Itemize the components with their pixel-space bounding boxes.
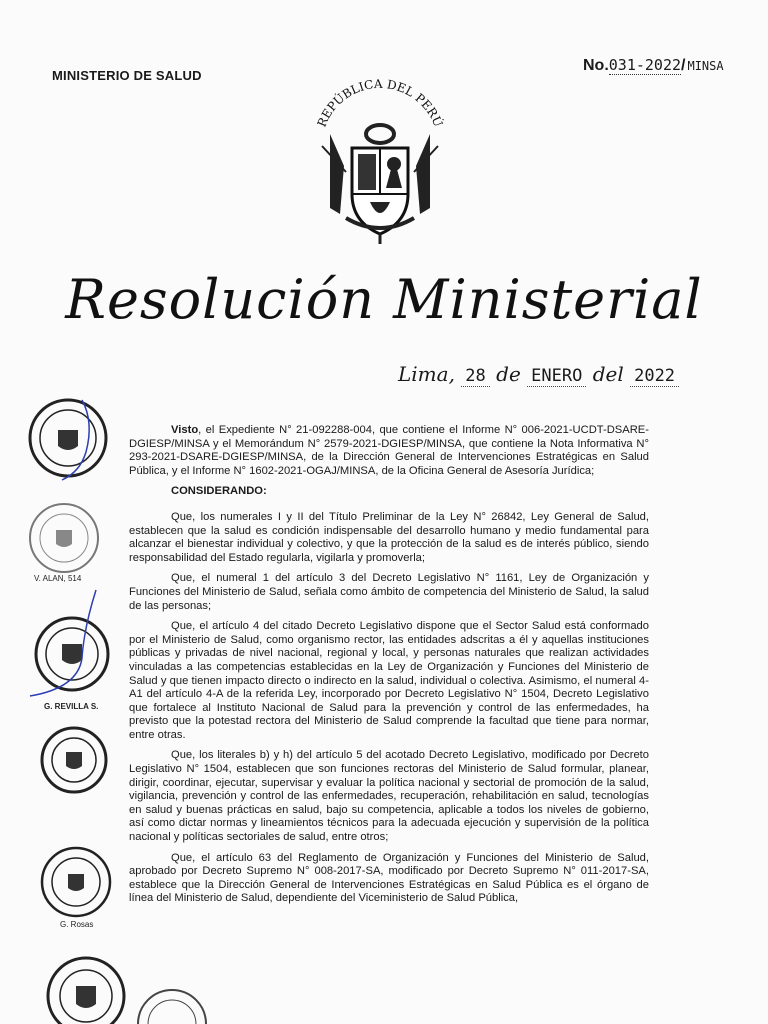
coat-of-arms-seal	[300, 76, 460, 246]
ministry-name: MINISTERIO DE SALUD	[52, 68, 202, 83]
signature-mark	[30, 590, 96, 696]
flag-left-icon	[330, 134, 344, 214]
visto-text: , el Expediente N° 21-092288-004, que contiene el Informe N° 006-2021-UCDT-DSARE-DGIESP/MINSA y el Memorándum N° 2579-2021-DGIESP/MINSA, que contiene la Nota Informativa N° 293-2021-DSARE-DGIESP/MINSA, de la Dirección General de Intervenciones Estratégicas en Salud Pública, y el Informe N° 1602-2021-OGAJ/MINSA, de la Oficina General de Asesoría Jurídica;	[129, 424, 649, 477]
document-body	[129, 424, 649, 913]
visa-stamp-4	[36, 722, 116, 802]
number-suffix: MINSA	[687, 59, 724, 73]
visto-paragraph	[129, 424, 649, 478]
body-paragraph: Que, el numeral 1 del artículo 3 del Decreto Legislativo N° 1161, Ley de Organización y Funciones del Ministerio de Salud, señala como ámbito de competencia del Ministerio de Salud, la salud de las personas;	[129, 572, 649, 612]
visa-stamp-5-label: G. Rosas	[60, 920, 94, 929]
resolution-number	[583, 56, 724, 75]
date-year: 2022	[630, 366, 679, 387]
date-city: Lima,	[398, 362, 455, 386]
flag-right-icon	[416, 134, 430, 214]
date-day: 28	[461, 366, 489, 387]
date-line	[398, 362, 679, 386]
number-value: 031-2022	[608, 56, 682, 74]
visa-stamp-1	[22, 392, 114, 484]
document-title: Resolución Ministerial	[65, 268, 703, 331]
date-del: del	[592, 362, 624, 386]
number-prefix: No.	[583, 57, 609, 74]
visa-stamp-2-label: V. ALAN, 514	[34, 574, 82, 583]
visa-stamp-6	[40, 950, 132, 1024]
body-paragraph: Que, el artículo 63 del Reglamento de Organización y Funciones del Ministerio de Salud, aprobado por Decreto Supremo N° 008-2017-SA, modificado por Decreto Supremo N° 011-2017-SA, establece que la Dirección General de Intervenciones Estratégicas en Salud Pública es el órgano de línea del Ministerio de Salud, dependiente del Viceministerio de Salud Pública,	[129, 851, 649, 905]
considerando-heading: CONSIDERANDO:	[171, 485, 267, 498]
visa-stamp-5	[36, 842, 118, 924]
visa-stamp-2	[24, 500, 108, 580]
date-month: ENERO	[527, 366, 586, 387]
body-paragraph: Que, el artículo 4 del citado Decreto Legislativo dispone que el Sector Salud está conformado por el Ministerio de Salud, como organismo rector, las entidades adscritas a él y aquellas instituciones públicas y privadas de nivel nacional, regional y local, y personas naturales que realizan actividades vinculadas a las competencias establecidas en la Ley de Organización y Funciones del Ministerio de Salud y que tienen impacto directo o indirecto en la salud, individual o colectiva. Asimismo, el numeral 4-A1 del artículo 4-A de la referida Ley, incorporado por Decreto Legislativo N° 1504, Decreto Legislativo que fortalece al Instituto Nacional de Salud para la prevención y control de las enfermedades, ha previsto que la potestad rectora del Ministerio de Salud comprende la facultad que tiene para normar, entre otras.	[129, 620, 649, 741]
body-paragraph: Que, los literales b) y h) del artículo 5 del acotado Decreto Legislativo, modificado por Decreto Legislativo N° 1504, establecen que son funciones rectoras del Ministerio de Salud formular, planear, dirigir, coordinar, ejecutar, supervisar y evaluar la política nacional y sectorial de promoción de la salud, vigilancia, prevención y control de las enfermedades, recuperación, rehabilitación en salud, tecnologías en salud y buenas prácticas en salud, bajo su competencia, aplicable a todos los niveles de gobierno, así como dictar normas y lineamientos técnicos para la adecuada ejecución y supervisión de la política nacional y políticas sectoriales de salud, entre otros;	[129, 749, 649, 844]
date-de: de	[496, 362, 521, 386]
crown-icon	[366, 125, 394, 143]
seal-text: REPÚBLICA DEL PERÚ	[314, 76, 446, 130]
visto-label: Visto	[171, 424, 199, 436]
visa-stamp-3	[22, 588, 122, 708]
visa-stamp-3-label: G. REVILLA S.	[44, 702, 99, 711]
body-paragraph: Que, los numerales I y II del Título Preliminar de la Ley N° 26842, Ley General de Salud, establecen que la salud es condición indispensable del desarrollo humano y medio fundamental para alcanzar el bienestar individual y colectivo, y que la protección de la salud es de interés público, siendo responsabilidad del Estado regularla, vigilarla y promoverla;	[129, 510, 649, 564]
number-divider: /	[681, 57, 686, 74]
visa-stamp-7	[132, 984, 212, 1024]
